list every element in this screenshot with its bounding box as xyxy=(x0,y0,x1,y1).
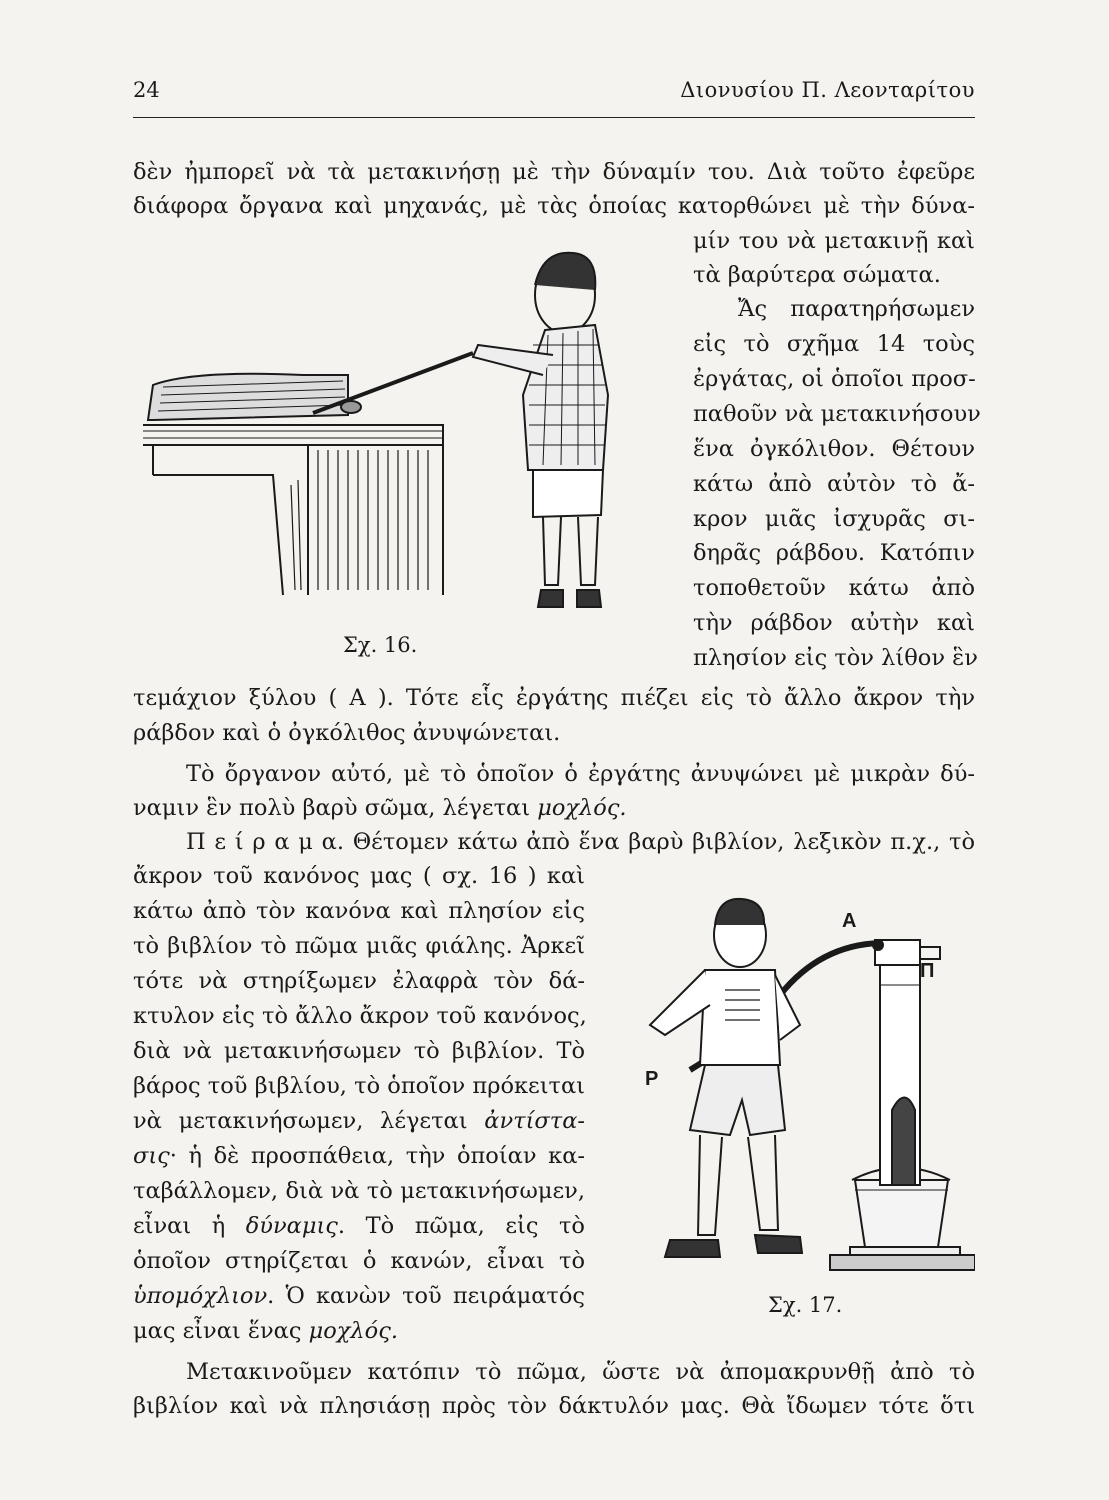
text-line: βιβλίον καὶ νὰ πλησιάσῃ πρὸς τὸν δάκτυλόν μας. Θὰ ἴδωμεν τότε ὅτι xyxy=(133,1393,975,1419)
text-line: εἰς τὸ σχῆμα 14 τοὺς xyxy=(693,331,975,357)
text-line: Π ε ί ρ α μ α. Θέτομεν κάτω ἀπὸ ἕνα βαρὺ βιβλίον, λεξικὸν π.χ., τὸ xyxy=(186,829,975,855)
text-line: ράβδον καὶ ὁ ὀγκόλιθος ἀνυψώνεται. xyxy=(133,720,561,746)
text-line: τὸ βιβλίον τὸ πῶμα μιᾶς φιάλης. Ἀρκεῖ xyxy=(133,933,585,959)
text-line xyxy=(133,1281,585,1311)
text-line: τεμάχιον ξύλου ( Α ). Τότε εἷς ἐργάτης πιέζει εἰς τὸ ἄλλο ἄκρον τὴν xyxy=(133,685,975,711)
figure-17-label-p: Π xyxy=(920,960,935,982)
figure-16-illustration xyxy=(133,245,623,625)
figure-17-illustration xyxy=(630,885,975,1280)
text-line xyxy=(133,1211,585,1241)
text-line: ταβάλλομεν, διὰ νὰ τὸ μετακινήσωμεν, xyxy=(133,1178,585,1204)
text-line xyxy=(133,1106,585,1136)
text-line: δὲν ἠμπορεῖ νὰ τὰ μετακινήσῃ μὲ τὴν δύναμίν του. Διὰ τοῦτο ἐφεῦρε xyxy=(133,159,975,185)
text-span: ναμιν ἓν πολὺ βαρὺ σῶμα, λέγεται xyxy=(133,795,538,821)
text-line: τὴν ράβδον αὐτὴν καὶ xyxy=(693,610,975,636)
term-force: δύναμις xyxy=(245,1213,338,1239)
figure-17-caption: Σχ. 17. xyxy=(768,1293,843,1317)
text-line: μίν του νὰ μετακινῇ καὶ xyxy=(693,228,975,254)
text-line: βάρος τοῦ βιβλίου, τὸ ὁποῖον πρόκειται xyxy=(133,1073,585,1099)
text-line: Τὸ ὄργανον αὐτό, μὲ τὸ ὁποῖον ὁ ἐργάτης ἀνυψώνει μὲ μικρὰν δύ- xyxy=(186,761,975,787)
text-line: κάτω ἀπὸ τὸν κανόνα καὶ πλησίον εἰς xyxy=(133,898,585,924)
text-line: δηρᾶς ράβδου. Κατόπιν xyxy=(693,540,975,566)
text-line: διάφορα ὄργανα καὶ μηχανάς, μὲ τὰς ὁποίας κατορθώνει μὲ τὴν δύνα- xyxy=(133,193,975,219)
text-span: . Ὁ κανὼν τοῦ πειράματός xyxy=(267,1283,585,1309)
page-header xyxy=(133,78,975,110)
text-span: νὰ μετακινήσωμεν, λέγεται xyxy=(133,1108,485,1134)
text-line: παθοῦν νὰ μετακινήσουν xyxy=(693,401,981,427)
text-line xyxy=(133,1316,585,1346)
text-line: κτυλον εἰς τὸ ἄλλο ἄκρον τοῦ κανόνος, xyxy=(133,1003,587,1029)
text-line: κάτω ἀπὸ αὐτὸν τὸ ἄ- xyxy=(693,471,975,497)
term-resistance-end: σις xyxy=(133,1143,170,1169)
figure-17-label-r: Ρ xyxy=(645,1068,659,1090)
figure-17-label-a: Α xyxy=(842,910,857,932)
term-fulcrum: ὑπομόχλιον xyxy=(133,1283,268,1309)
text-line xyxy=(133,793,975,823)
text-line: τὰ βαρύτερα σώματα. xyxy=(693,262,941,288)
text-span: εἶναι ἡ xyxy=(133,1213,246,1239)
figure-16-caption: Σχ. 16. xyxy=(343,633,418,657)
term-lever: μοχλός. xyxy=(537,795,627,821)
text-span: · ἡ δὲ προσπάθεια, τὴν ὁποίαν κα- xyxy=(169,1143,585,1169)
text-line xyxy=(133,1141,585,1171)
text-line: ἐργάτας, οἱ ὁποῖοι προσ- xyxy=(693,366,976,392)
text-line: Ἄς παρατηρήσωμεν xyxy=(738,296,975,322)
text-line: τοποθετοῦν κάτω ἀπὸ xyxy=(693,575,975,601)
text-line: Μετακινοῦμεν κατόπιν τὸ πῶμα, ὥστε νὰ ἀπομακρυνθῇ ἀπὸ τὸ xyxy=(186,1359,975,1385)
term-lever: μοχλός. xyxy=(308,1318,398,1344)
text-line: ὁποῖον στηρίζεται ὁ κανών, εἶναι τὸ xyxy=(133,1248,585,1274)
page-number: 24 xyxy=(133,78,160,102)
text-line: ἕνα ὀγκόλιθον. Θέτουν xyxy=(693,436,975,462)
text-line: ἄκρον τοῦ κανόνος μας ( σχ. 16 ) καὶ xyxy=(133,863,585,889)
text-line: κρον μιᾶς ἰσχυρᾶς σι- xyxy=(693,506,975,532)
header-rule xyxy=(133,117,975,118)
text-span: . Τὸ πῶμα, εἰς τὸ xyxy=(337,1213,585,1239)
text-line: πλησίον εἰς τὸν λίθον ἓν xyxy=(693,645,978,671)
running-head: Διονυσίου Π. Λεονταρίτου xyxy=(680,78,975,102)
term-resistance: ἀντίστα- xyxy=(484,1108,585,1134)
text-line: τότε νὰ στηρίξωμεν ἐλαφρὰ τὸν δά- xyxy=(133,968,585,994)
text-line: διὰ νὰ μετακινήσωμεν τὸ βιβλίον. Τὸ xyxy=(133,1038,585,1064)
text-span: μας εἶναι ἕνας xyxy=(133,1318,309,1344)
